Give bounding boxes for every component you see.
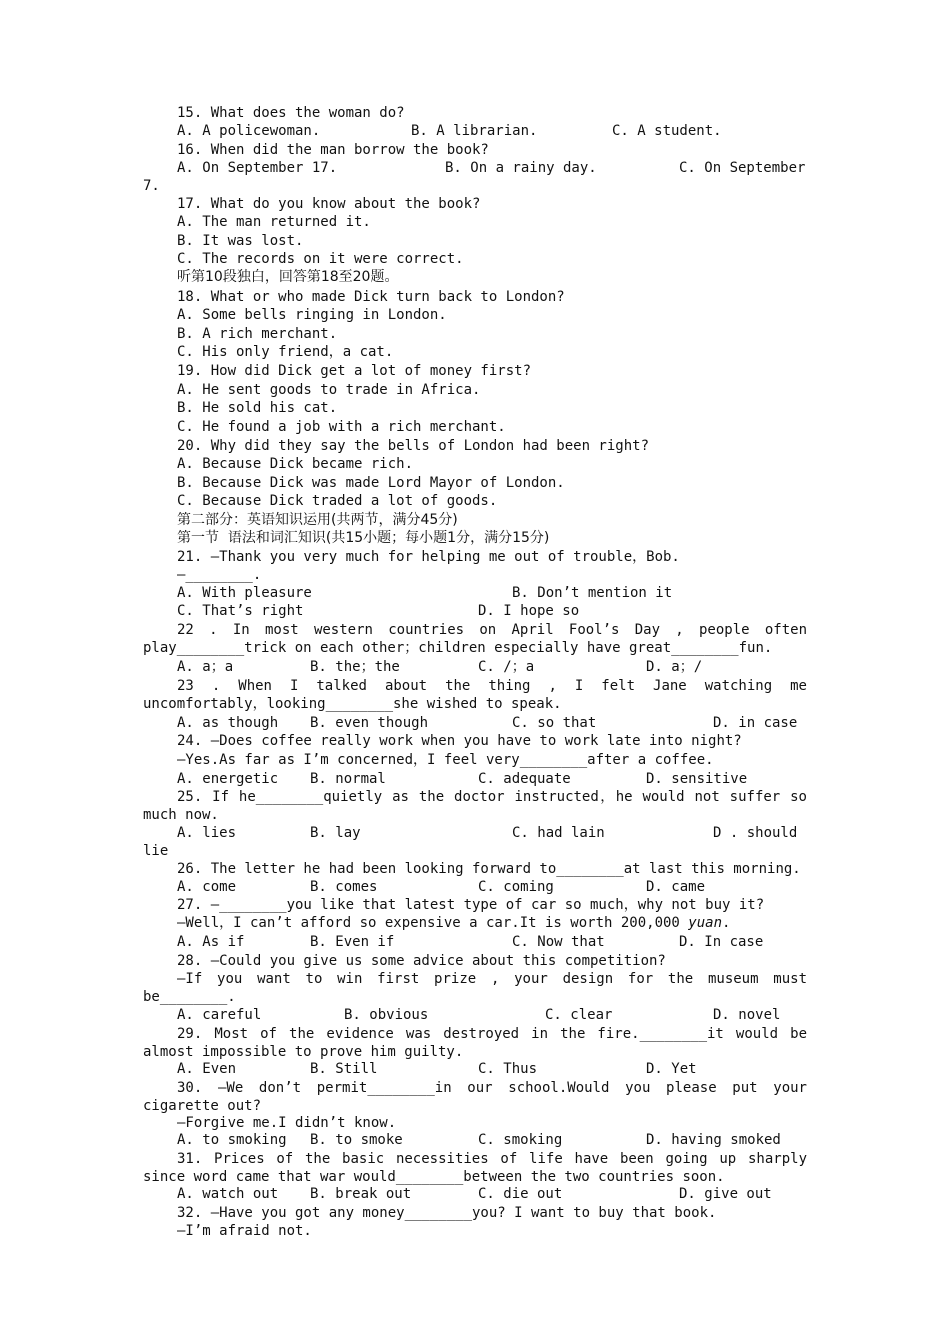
- option-a: A. watch out: [177, 1186, 279, 1202]
- option-d: D. in case: [713, 715, 798, 731]
- option-a: A. The man returned it.: [177, 214, 371, 230]
- option-a: A. A policewoman.: [177, 123, 321, 139]
- question-24-reply: —Yes.As far as I’m concerned，I feel very________after a coffee.: [177, 752, 714, 768]
- question-27-stem: 27. —________you like that latest type of car so much，why not buy it?: [177, 897, 765, 913]
- option-a: A. With pleasure: [177, 585, 312, 601]
- section-one-heading: 第一节 语法和词汇知识(共15小题；每小题1分，满分15分): [177, 530, 550, 546]
- option-b: B. It was lost.: [177, 233, 304, 249]
- option-c: C. had lain: [512, 825, 605, 841]
- option-b: B. obvious: [344, 1007, 429, 1023]
- question-22-continuation: play________trick on each other；children especially have great________fun.: [143, 640, 773, 656]
- question-28-continuation: be________.: [143, 989, 236, 1005]
- option-d-continuation: lie: [143, 843, 169, 859]
- question-29-options: [177, 1060, 817, 1078]
- option-a: A. Some bells ringing in London.: [177, 307, 447, 323]
- option-c: C. A student.: [612, 123, 722, 139]
- option-c: C. die out: [478, 1186, 563, 1202]
- option-b: B. the；the: [310, 659, 400, 675]
- option-b: B. normal: [310, 771, 386, 787]
- option-a: A. a；a: [177, 659, 234, 675]
- option-b: B. Don’t mention it: [512, 585, 673, 601]
- question-19-stem: 19. How did Dick get a lot of money first?: [177, 363, 532, 379]
- question-30-stem: 30. —We don’t permit________in our school.Would you please put your: [177, 1080, 807, 1096]
- option-a: A. Even: [177, 1061, 237, 1077]
- question-28-options: [177, 1006, 817, 1024]
- option-a: A. As if: [177, 934, 245, 950]
- option-b: B. Still: [310, 1061, 378, 1077]
- option-b: B. comes: [310, 879, 378, 895]
- option-c: C. coming: [478, 879, 554, 895]
- option-b: B. to smoke: [310, 1132, 403, 1148]
- reply-end: .: [722, 915, 731, 931]
- option-d: D. Yet: [646, 1061, 697, 1077]
- option-d: D. novel: [713, 1007, 781, 1023]
- question-31-options: [177, 1185, 817, 1203]
- option-b: B. break out: [310, 1186, 412, 1202]
- option-b: B. even though: [310, 715, 429, 731]
- question-30-reply: —Forgive me.I didn’t know.: [177, 1115, 397, 1131]
- option-d: D. sensitive: [646, 771, 748, 787]
- question-16-options: [177, 159, 817, 177]
- question-15-options: [177, 122, 817, 140]
- question-23-continuation: uncomfortably，looking________she wished to speak.: [143, 696, 562, 712]
- question-21-stem: 21. —Thank you very much for helping me out of trouble，Bob.: [177, 549, 680, 565]
- option-b: B. A librarian.: [411, 123, 538, 139]
- option-d: D. In case: [679, 934, 764, 950]
- reply-currency: yuan: [688, 915, 723, 931]
- question-16-stem: 16. When did the man borrow the book?: [177, 142, 489, 158]
- option-a: A. careful: [177, 1007, 262, 1023]
- option-b: B. Even if: [310, 934, 395, 950]
- option-c: C. /；a: [478, 659, 535, 675]
- question-30-continuation: cigarette out?: [143, 1098, 262, 1114]
- option-c: C. His only friend，a cat.: [177, 344, 394, 360]
- option-c: C. adequate: [478, 771, 571, 787]
- question-21-reply: —________.: [177, 567, 262, 583]
- option-a: A. energetic: [177, 771, 279, 787]
- option-c: C. Because Dick traded a lot of goods.: [177, 493, 498, 509]
- question-29-stem: 29. Most of the evidence was destroyed in the fire.________it would be: [177, 1026, 807, 1042]
- question-31-stem: 31. Prices of the basic necessities of life have been going up sharply: [177, 1151, 807, 1167]
- option-c: C. That’s right: [177, 603, 304, 619]
- option-b: B. On a rainy day.: [445, 160, 597, 176]
- question-28-stem: 28. —Could you give us some advice about this competition?: [177, 953, 666, 969]
- option-a: A. come: [177, 879, 237, 895]
- option-c: C. Thus: [478, 1061, 538, 1077]
- question-26-stem: 26. The letter he had been looking forward to________at last this morning.: [177, 861, 801, 877]
- question-27-reply: [177, 914, 807, 932]
- question-25-stem: 25. If he________quietly as the doctor instructed，he would not suffer so: [177, 789, 807, 805]
- question-29-continuation: almost impossible to prove him guilty.: [143, 1044, 464, 1060]
- option-d: D. give out: [679, 1186, 772, 1202]
- question-25-options: [177, 824, 817, 842]
- option-c: C. On September: [679, 160, 806, 176]
- question-32-stem: 32. —Have you got any money________you? I want to buy that book.: [177, 1205, 717, 1221]
- question-20-stem: 20. Why did they say the bells of London had been right?: [177, 438, 650, 454]
- question-21-options-row1: [177, 584, 817, 602]
- question-18-stem: 18. What or who made Dick turn back to London?: [177, 289, 565, 305]
- option-a: A. to smoking: [177, 1132, 287, 1148]
- option-c: C. clear: [545, 1007, 613, 1023]
- question-24-options: [177, 770, 817, 788]
- question-22-stem: 22 . In most western countries on April Fool’s Day , people often: [177, 622, 807, 638]
- option-b: B. He sold his cat.: [177, 400, 338, 416]
- question-22-options: [177, 658, 817, 676]
- question-24-stem: 24. —Does coffee really work when you have to work late into night?: [177, 733, 742, 749]
- option-a: A. He sent goods to trade in Africa.: [177, 382, 481, 398]
- question-31-continuation: since word came that war would________between the two countries soon.: [143, 1169, 725, 1185]
- option-a: A. Because Dick became rich.: [177, 456, 414, 472]
- option-b: B. Because Dick was made Lord Mayor of London.: [177, 475, 565, 491]
- question-32-reply: —I’m afraid not.: [177, 1223, 312, 1239]
- option-d: D. having smoked: [646, 1132, 781, 1148]
- question-30-options: [177, 1131, 817, 1149]
- option-b: B. A rich merchant.: [177, 326, 338, 342]
- question-17-stem: 17. What do you know about the book?: [177, 196, 481, 212]
- reply-text: —Well，I can’t afford so expensive a car.It is worth 200,000: [177, 915, 689, 931]
- question-23-stem: 23 . When I talked about the thing , I felt Jane watching me: [177, 678, 807, 694]
- option-d: D. I hope so: [478, 603, 580, 619]
- option-a: A. as though: [177, 715, 279, 731]
- question-23-options: [177, 714, 817, 732]
- option-c: C. Now that: [512, 934, 605, 950]
- question-27-options: [177, 933, 817, 951]
- question-28-reply: —If you want to win first prize , your design for the museum must: [177, 971, 807, 987]
- option-c: C. He found a job with a rich merchant.: [177, 419, 506, 435]
- question-25-continuation: much now.: [143, 807, 219, 823]
- question-15-stem: 15. What does the woman do?: [177, 105, 405, 121]
- question-26-options: [177, 878, 817, 896]
- option-d: D. came: [646, 879, 706, 895]
- option-d: D . should: [713, 825, 798, 841]
- option-b: B. lay: [310, 825, 361, 841]
- option-a: A. lies: [177, 825, 237, 841]
- option-a: A. On September 17.: [177, 160, 338, 176]
- question-21-options-row2: [177, 602, 817, 620]
- option-c: C. The records on it were correct.: [177, 251, 464, 267]
- option-d: D. a；/: [646, 659, 703, 675]
- option-c: C. so that: [512, 715, 597, 731]
- part-two-heading: 第二部分：英语知识运用(共两节，满分45分): [177, 512, 458, 528]
- option-c-continuation: 7.: [143, 178, 160, 194]
- section-10-instruction: 听第10段独白，回答第18至20题。: [177, 269, 399, 285]
- option-c: C. smoking: [478, 1132, 563, 1148]
